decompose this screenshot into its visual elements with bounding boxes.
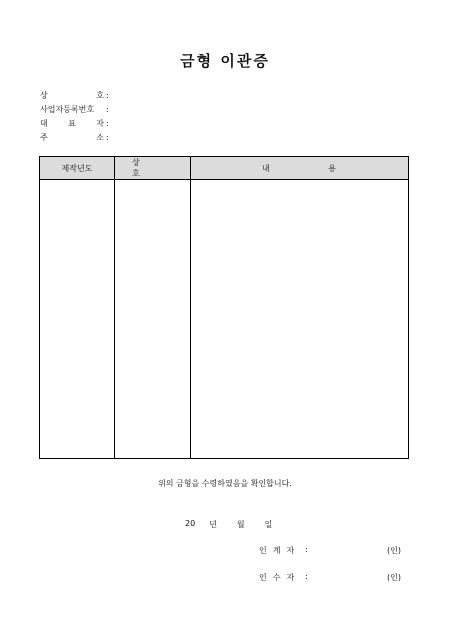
info-label-char: 표 xyxy=(68,118,76,128)
info-colon: : xyxy=(106,118,109,128)
seal-mark: (인) xyxy=(387,546,401,555)
cell-company-input[interactable] xyxy=(115,179,190,458)
document-title: 금형 이관증 xyxy=(180,52,270,70)
info-label-char: 상 xyxy=(40,90,48,100)
cell-content-input[interactable] xyxy=(191,179,408,458)
info-label xyxy=(40,90,104,101)
signature-row-handover xyxy=(259,545,401,556)
date-month-label: 월 xyxy=(236,520,245,529)
sign-colon: : xyxy=(305,572,308,581)
header-content: 내 용 xyxy=(262,163,336,173)
sign-label xyxy=(259,572,303,583)
sign-label-text: 인수자 xyxy=(259,573,301,582)
info-label-char: 자 xyxy=(96,118,104,128)
info-label xyxy=(40,118,104,129)
info-row-address xyxy=(40,130,109,144)
info-label-char: 소 xyxy=(96,132,104,142)
transfer-table xyxy=(39,156,409,459)
sign-label-text: 인계자 xyxy=(259,546,301,555)
cell-year-input[interactable] xyxy=(40,179,114,458)
sign-label xyxy=(259,545,303,556)
date-year-label: 년 xyxy=(209,520,217,529)
company-info xyxy=(40,88,109,144)
signature-row-receiver xyxy=(259,572,401,583)
info-colon: : xyxy=(106,90,109,100)
info-colon: : xyxy=(106,132,109,142)
info-row-business-number xyxy=(40,102,109,116)
seal-mark: (인) xyxy=(387,573,401,582)
info-label-char: 대 xyxy=(40,118,48,128)
date-day-label: 일 xyxy=(264,520,273,529)
date-line xyxy=(185,519,272,530)
info-label xyxy=(40,132,104,143)
table-header xyxy=(40,157,408,180)
sign-colon: : xyxy=(305,545,308,554)
date-year-prefix: 20 xyxy=(185,519,196,528)
info-label xyxy=(40,104,104,115)
info-colon: : xyxy=(106,104,109,114)
info-row-representative xyxy=(40,116,109,130)
info-label-char: 주 xyxy=(40,132,48,142)
info-label-char: 사업자등록번호 xyxy=(40,104,95,114)
info-label-char: 호 xyxy=(96,90,104,100)
info-row-company-name xyxy=(40,88,109,102)
header-company: 상 호 xyxy=(132,158,158,178)
confirmation-text: 위의 금형을 수령하였음을 확인합니다. xyxy=(158,479,292,488)
header-year: 제작년도 xyxy=(61,163,93,173)
